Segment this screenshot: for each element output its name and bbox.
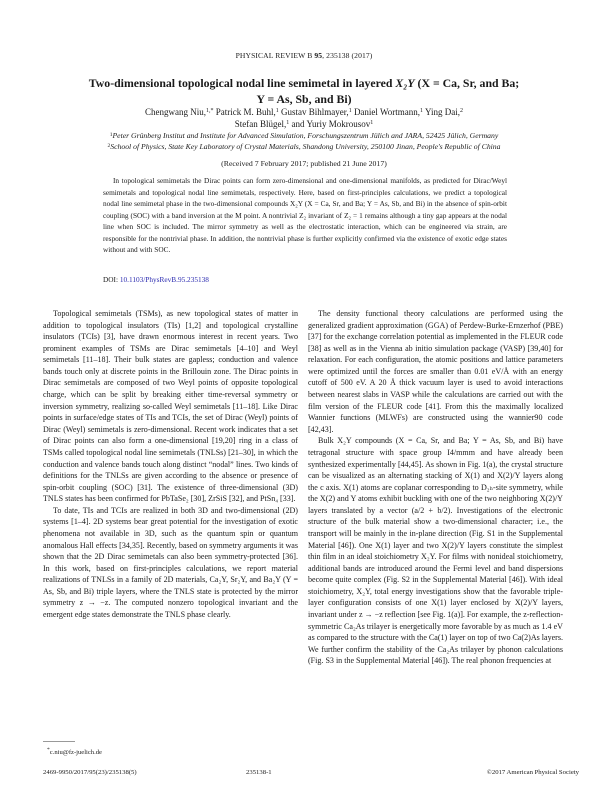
author[interactable]: Daniel Wortmann,$^1$ (351, 107, 424, 117)
title-formula: X₂Y (395, 76, 415, 90)
author[interactable]: Gustav Bihlmayer,$^1$ (278, 107, 352, 117)
doi-label: DOI: (103, 275, 120, 284)
journal-volume: 95 (314, 51, 323, 60)
footer-page-number: 235138-1 (246, 769, 272, 776)
article-number: , 235138 (2017) (322, 51, 373, 60)
affiliation-2: $^2$School of Physics, State Key Laboratory of Crystal Materials, Shandong University, 250100 Jinan, People's Republic of China (107, 142, 501, 151)
author-list (40, 106, 568, 130)
paper-title: Two-dimensional topological nodal line semimetal in layered X₂Y (X = Ca, Sr, and Ba; Y = As, Sb, and Bi) (88, 76, 520, 106)
author-line-1 (40, 106, 568, 118)
journal-name: PHYSICAL REVIEW B (235, 51, 313, 60)
footnote-divider (43, 741, 75, 742)
paragraph: Topological semimetals (TSMs), as new topological states of matter in addition to topological insulators (TIs) [1,2] and topological crystalline insulators (TCIs) [3], have drawn enormous interest in recent years. Two prominent examples of TSMs are Dirac semimetals [4–10] and Weyl semimetals [11–18]. Their bulk states are gapless; conduction and valence bands touch only at discrete points in the Brillouin zone. The Dirac points in Dirac semimetals are composed of two Weyl points of opposite topological charge, which can be split by breaking either time-reversal symmetry or inversion symmetry, realizing so-called Weyl semimetals [11–18]. Like Dirac points in surface/edge states of TIs and TCIs, the set of Dirac (Weyl) points of Dirac (Weyl) semimetals is zero-dimensional. Recent work indicates that a set of Dirac points can also form a one-dimensional [19,20] ring in a class of TSMs called topological nodal line semimetals (TNLSs) [21–30], in which the conduction and valence bands touch along distinct “nodal” lines. Two kinds of definitions for the TNLSs are given according to the absence or presence of spin-orbit coupling (SOC) [31]. The existence of three-dimensional (3D) TNLS states has been confirmed for PbTaSe₂ [30], ZrSiS [32], and PtSn₄ [33]. (43, 309, 298, 504)
received-dates: (Received 7 February 2017; published 21 June 2017) (221, 159, 387, 168)
author[interactable]: Ying Dai,$^2$ (423, 107, 463, 117)
corresponding-email[interactable]: c.niu@fz-juelich.de (49, 749, 102, 757)
paragraph: Bulk X₂Y compounds (X = Ca, Sr, and Ba; Y = As, Sb, and Bi) have tetragonal structure with space group I4/mmm and have already been synthesized experimentally [44,45]. As shown in Fig. 1(a), the crystal structure can be visualized as an alternating stacking of X(1) and X(2)/Y layers along the c axis. X(1) atoms are coplanar corresponding to D₂ₕ-site symmetry, while the X(2) and Y atoms exhibit buckling with one of the two neighboring X(2)/Y layers translated by a vector (a/2 + b/2). Investigations of the electronic structure of the bulk material show a two-dimensional character; i.e., the transport will be mainly in the in-plane direction (Fig. S1 in the Supplemental Material [46]). One X(1) layer and two X(2)/Y layers constitute the simplest thin film in an ideal stoichiometry X₂Y. For films with nonideal stoichiometry, additional bands are introduced around the Fermi level and band dispersions become quite complex (Fig. S2 in the Supplemental Material [46]). With ideal stoichiometry, X₂Y, total energy investigations show that the favorable triple-layer configuration consists of one X(1) layer enclosed by X(2)/Y layers, invariant under z → −z reflection [see Fig. 1(a)]. For example, the z-reflection-symmetric Ca₂As trilayer is energetically more favorable by as much as 1.4 eV as compared to the structure with the Ca(1) layer on top of two Ca(2)As layers. We further confirm the stability of the Ca₂As trilayer by phonon calculations (Fig. S3 in the Supplemental Material [46]). The real phonon frequencies at (308, 436, 564, 666)
doi-link[interactable]: 10.1103/PhysRevB.95.235138 (119, 275, 209, 284)
affiliation-1: $^1$Peter Grünberg Institut and Institute for Advanced Simulation, Forschungszentrum Jülich and JARA, 52425 Jülich, Germany (109, 131, 499, 140)
author-line-2 (40, 118, 568, 130)
abstract: In topological semimetals the Dirac points can form zero-dimensional and one-dimensional manifolds, as predicted for Dirac/Weyl semimetals and topological nodal line semimetals, respectively. Here, based on first-principles calculations, we predict a topological nodal line semimetal phase in the two-dimensional compounds X₂Y (X = Ca, Sr, and Ba; Y = As, Sb, and Bi) in the absence of spin-orbit coupling (SOC) with a band inversion at the M point. A nontrivial Z₂ invariant of Z₂ = 1 remains although a tiny gap appears at the nodal line when SOC is included. The mirror symmetry as well as the electrostatic interaction, which can be engineered via strain, are responsible for the nontrivial phase. In addition, the nontrivial phase is further explicitly confirmed via the existence of exotic edge states without and with SOC. (103, 176, 507, 255)
body-column-right (308, 308, 563, 667)
paragraph: The density functional theory calculations are performed using the generalized gradient approximation (GGA) of Perdew-Burke-Ernzerhof (PBE) [37] for the exchange correlation potential as implemented in the FLEUR code [38] as well as in the Vienna ab initio simulation package (VASP) [39,40] for relaxation. For each configuration, the atomic positions and lattice parameters were optimized until the forces are smaller than 0.01 eV/Å with an energy cutoff of 500 eV. A 20 Å thick vacuum layer is used to avoid interactions between nearest slabs in VASP while the calculations are carried out with the film version of the FLEUR code [41]. From this the maximally localized Wannier functions (MLWFs) are constructed using the wannier90 code [42,43]. (308, 309, 563, 434)
footer-issn: 2469-9950/2017/95(23)/235138(5) (43, 769, 137, 776)
paragraph: To date, TIs and TCIs are realized in both 3D and two-dimensional (2D) systems [1–4]. 2D systems bear great potential for the investigation of exotic phenomena not available in 3D, such as the quantum spin or quantum anomalous Hall effects [34,35]. Recently, based on symmetry arguments it was shown that the 2D Dirac semimetals can also been symmetry-protected [36]. In this work, based on first-principles calculations, we report material realizations of TNLSs in a family of 2D materials, Ca₂Y, Sr₂Y, and Ba₂Y (Y = As, Sb, and Bi) triple layers, where the TNLS state is protected by the mirror symmetry z → −z. The computed nonzero topological invariant and the emergent edge states demonstrate the TNLS phase clearly. (43, 505, 298, 620)
footer-copyright: ©2017 American Physical Society (486, 769, 579, 776)
footnote-mark: * (47, 747, 50, 753)
running-header (0, 51, 608, 60)
author[interactable]: Patrick M. Buhl,$^1$ (213, 107, 279, 117)
author[interactable]: Chengwang Niu,$^{1,*}$ (145, 107, 214, 117)
author[interactable]: and Yuriy Mokrousov$^1$ (289, 119, 374, 129)
doi (103, 275, 209, 284)
body-column-left (43, 308, 298, 621)
author[interactable]: Stefan Blügel,$^1$ (234, 119, 290, 129)
footnote (47, 747, 102, 756)
